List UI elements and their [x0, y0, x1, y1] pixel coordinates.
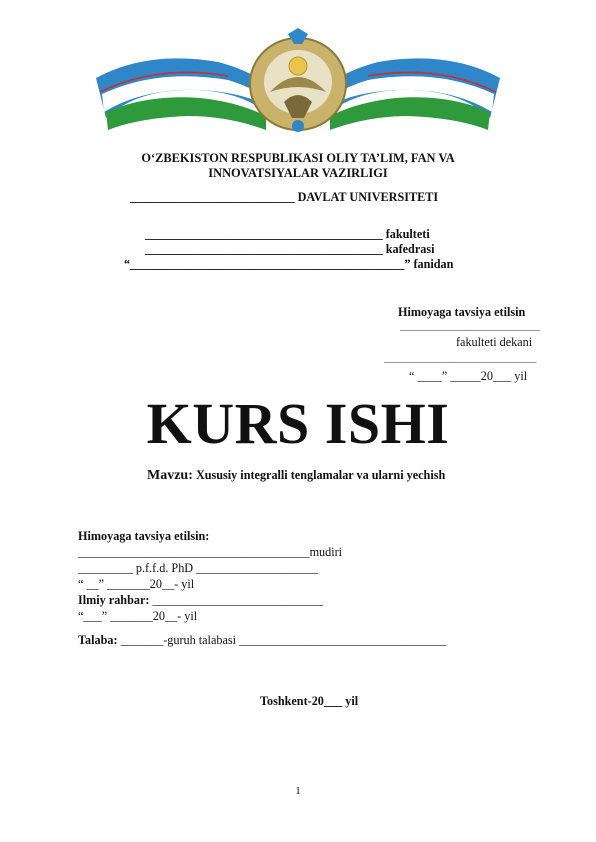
page-number: 1 [295, 785, 301, 797]
dean-name-line: _________________________ [384, 350, 537, 364]
page-title: KURS ISHI [146, 391, 450, 456]
topic-label: Mavzu: [147, 468, 193, 483]
student-label: Talaba: [78, 633, 118, 647]
topic-line [147, 467, 445, 484]
dean-label: fakulteti dekani [456, 335, 533, 349]
approval-title: Himoyaga tavsiya etilsin [398, 305, 526, 319]
subject-line: “_____________________________________________” fanidan [124, 257, 454, 271]
department-line: _______________________________________ kafedrasi [145, 242, 435, 256]
faculty-line: _______________________________________ fakulteti [145, 227, 430, 241]
university-line: ___________________________ DAVLAT UNIVERSITETI [130, 190, 439, 204]
defense-title: Himoyaga tavsiya etilsin: [78, 529, 210, 543]
student-blank: _______-guruh talabasi __________________________________ [117, 633, 447, 647]
defense-date: “ __” _______20__- yil [78, 577, 195, 591]
degree-line: _________ p.f.f.d. PhD ____________________ [78, 561, 319, 575]
approval-signature-line: _______________________ [400, 318, 541, 332]
approval-date: “ ____” _____20___ yil [409, 369, 528, 383]
supervisor-date: “___” _______20__- yil [78, 609, 198, 623]
department-head-line: ______________________________________mudiri [78, 545, 343, 559]
ministry-line-2: INNOVATSIYALAR VAZIRLIGI [208, 166, 388, 180]
supervisor-label: Ilmiy rahbar: [78, 593, 150, 607]
ministry-line-1: O‘ZBEKISTON RESPUBLIKASI OLIY TA’LIM, FAN VA [141, 151, 455, 165]
supervisor-line [78, 593, 323, 608]
emblem-icon [88, 22, 508, 134]
city-year: Toshkent-20___ yil [260, 694, 359, 708]
supervisor-blank: ____________________________ [149, 593, 324, 607]
coat-of-arms-emblem [88, 22, 508, 134]
topic-text: Xususiy integralli tenglamalar va ularni yechish [192, 468, 446, 482]
student-line [78, 633, 446, 648]
